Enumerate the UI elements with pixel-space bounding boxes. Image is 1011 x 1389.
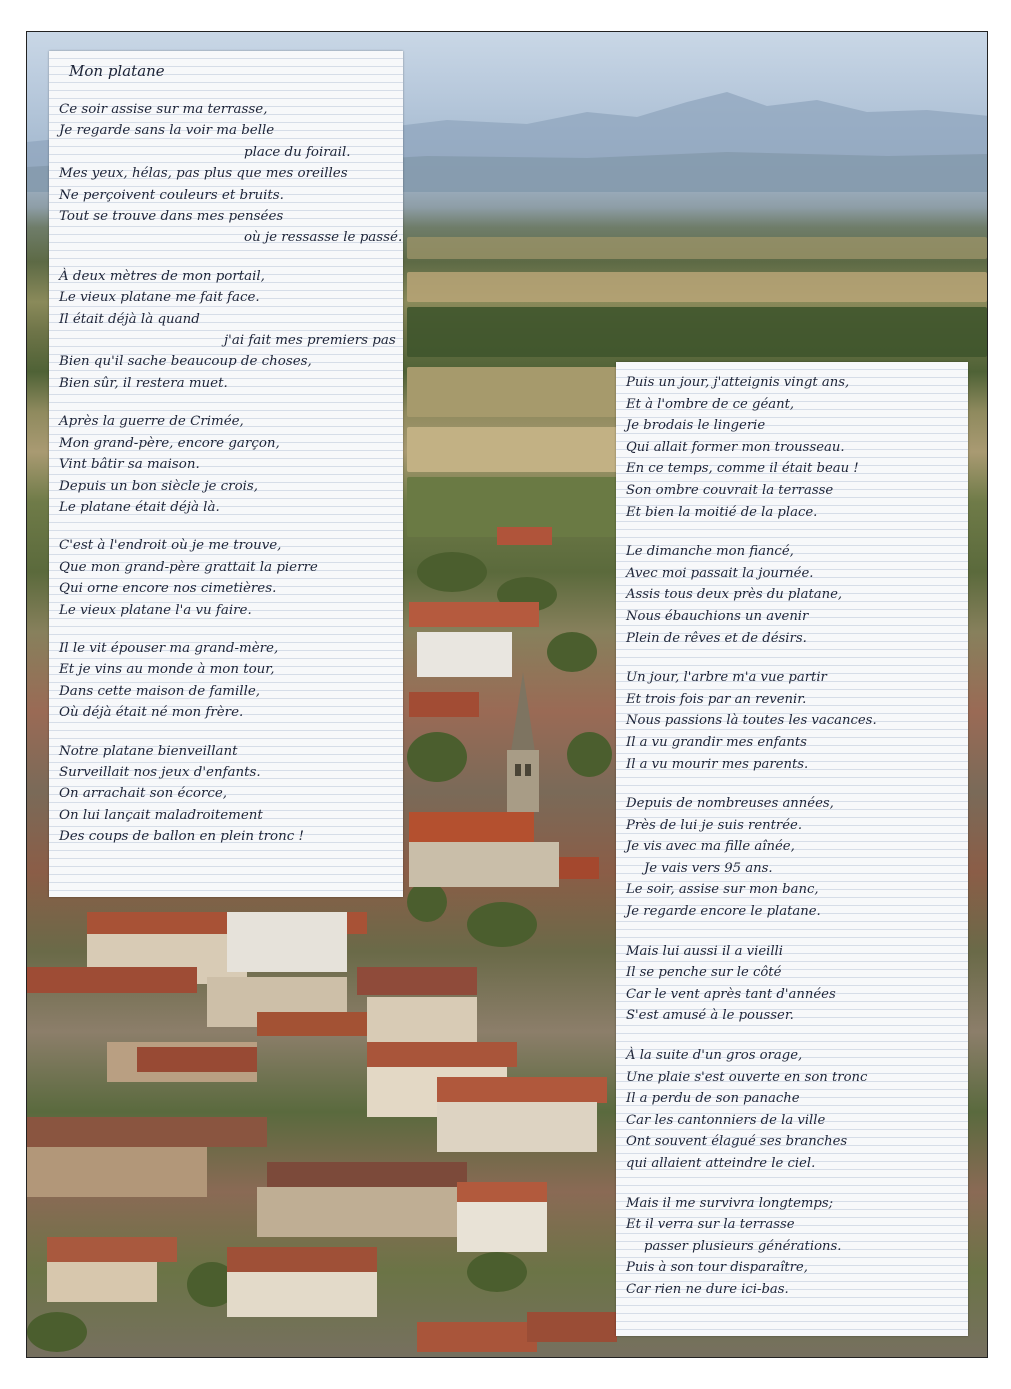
poem-line: Et à l'ombre de ce géant, (626, 396, 795, 412)
roof (497, 527, 552, 545)
tree (417, 552, 487, 592)
poem-line: Puis à son tour disparaître, (626, 1260, 808, 1276)
poem-line: Qui allait former mon trousseau. (626, 439, 845, 455)
roof (457, 1182, 547, 1204)
poem-line: Mon grand-père, encore garçon, (59, 435, 280, 451)
poem-title: Mon platane (69, 62, 165, 80)
roof (267, 1162, 467, 1190)
poem-line: Il a vu mourir mes parents. (626, 756, 809, 772)
poem-line: Après la guerre de Crimée, (59, 414, 244, 430)
field (407, 237, 987, 259)
roof (227, 1247, 377, 1273)
poem-line: Puis un jour, j'atteignis vingt ans, (626, 375, 850, 390)
building (417, 632, 512, 677)
poem-line: Près de lui je suis rentrée. (626, 817, 803, 833)
poem-line: Vint bâtir sa maison. (59, 457, 200, 473)
tree (567, 732, 612, 777)
stanza (626, 941, 960, 1027)
stanza (59, 99, 403, 249)
roof (27, 1117, 267, 1147)
field (407, 272, 987, 302)
poem-line: Qui orne encore nos cimetières. (59, 581, 277, 597)
roof (137, 1047, 257, 1072)
building (47, 1262, 157, 1302)
poem-line: Une plaie s'est ouverte en son tronc (626, 1069, 868, 1085)
poem-line: Que mon grand-père grattait la pierre (59, 559, 318, 575)
stanza (626, 372, 960, 523)
tree (407, 882, 447, 922)
poem-line: Mais lui aussi il a vieilli (626, 943, 783, 959)
building (367, 997, 477, 1047)
stanza (626, 1193, 960, 1301)
poem-line: Son ombre couvrait la terrasse (626, 482, 834, 498)
stanza (626, 1045, 960, 1175)
poem-line: À la suite d'un gros orage, (626, 1048, 803, 1064)
stanza (626, 541, 960, 649)
roof (409, 812, 534, 842)
poem-line: À deux mètres de mon portail, (59, 268, 265, 284)
poem-line: Et je vins au monde à mon tour, (59, 662, 275, 678)
tree (407, 732, 467, 782)
poem-line: Le platane était déjà là. (59, 499, 220, 515)
stanza (59, 741, 395, 848)
poem-line: On lui lançait maladroitement (59, 807, 263, 823)
poem-line: Où déjà était né mon frère. (59, 705, 244, 721)
tree (547, 632, 597, 672)
poem-line: Car rien ne dure ici-bas. (626, 1281, 789, 1297)
stanza (626, 667, 960, 775)
roof (409, 602, 539, 627)
roof (437, 1077, 607, 1103)
poem-line: Le vieux platane l'a vu faire. (59, 602, 252, 618)
poem-line: passer plusieurs générations. (644, 1238, 842, 1254)
field (407, 427, 617, 472)
poem-line: Nous ébauchions un avenir (626, 608, 809, 624)
poem-line: Depuis un bon siècle je crois, (59, 478, 259, 494)
poem-line: Ce soir assise sur ma terrasse, (59, 102, 268, 117)
building (227, 912, 347, 972)
poem-line: En ce temps, comme il était beau ! (626, 461, 859, 477)
poem-line: S'est amusé à le pousser. (626, 1008, 794, 1024)
poem-page-right (616, 362, 968, 1336)
poem-line: Je regarde sans la voir ma belle (59, 123, 275, 139)
poem-page-left (49, 51, 403, 897)
poem-line: Et bien la moitié de la place. (626, 504, 818, 520)
poem-line: Il le vit épouser ma grand-mère, (59, 640, 279, 656)
stanza (59, 638, 395, 724)
poem-line: Nous passions là toutes les vacances. (626, 713, 877, 729)
stanza (59, 535, 395, 621)
poem-line: Avec moi passait la journée. (626, 565, 814, 581)
roof (47, 1237, 177, 1262)
poem-line: Notre platane bienveillant (59, 743, 238, 759)
tree (467, 902, 537, 947)
poem-line: Et il verra sur la terrasse (626, 1217, 795, 1233)
stanza (59, 411, 395, 518)
roof (27, 967, 197, 993)
roof (409, 692, 479, 717)
poem-line: Le vieux platane me fait face. (59, 290, 260, 306)
building (409, 842, 559, 887)
poem-line: Le dimanche mon fiancé, (626, 544, 794, 560)
poem-line: Dans cette maison de famille, (59, 683, 261, 699)
poem-line: Il a perdu de son panache (626, 1091, 800, 1107)
tree (467, 1252, 527, 1292)
poem-line: Ont souvent élagué ses branches (626, 1134, 848, 1150)
poem-line: Le soir, assise sur mon banc, (626, 882, 819, 898)
poem-line: Ne perçoivent couleurs et bruits. (59, 187, 284, 203)
poem-line: Depuis de nombreuses années, (626, 796, 834, 812)
poem-line: Il a vu grandir mes enfants (626, 734, 807, 750)
poem-line: Il se penche sur le côté (626, 965, 782, 981)
poem-line: On arrachait son écorce, (59, 786, 228, 802)
poem-line: Car les cantonniers de la ville (626, 1112, 826, 1128)
poem-line: C'est à l'endroit où je me trouve, (59, 538, 282, 554)
poem-line: Bien sûr, il restera muet. (59, 375, 228, 391)
poem-line: Il était déjà là quand (59, 311, 200, 327)
field (407, 307, 987, 357)
poem-line: Plein de rêves et de désirs. (626, 630, 807, 646)
poem-line: Car le vent après tant d'années (626, 986, 836, 1002)
poem-line: j'ai fait mes premiers pas (224, 333, 396, 349)
roof (527, 1312, 617, 1342)
poem-line: Mais il me survivra longtemps; (626, 1195, 834, 1211)
poem-line: Je regarde encore le platane. (626, 904, 821, 920)
poem-line: Mes yeux, hélas, pas plus que mes oreilles (59, 166, 348, 182)
poem-line: Je vais vers 95 ans. (644, 860, 773, 876)
building (457, 1202, 547, 1252)
poem-line: Je vis avec ma fille aînée, (626, 839, 795, 855)
roof (257, 1012, 367, 1036)
building (437, 1102, 597, 1152)
stanza (59, 266, 395, 394)
poem-line: où je ressasse le passé. (244, 230, 403, 246)
roof (367, 1042, 517, 1067)
tree (27, 1312, 87, 1352)
poem-line: Tout se trouve dans mes pensées (59, 209, 284, 225)
poem-line: Bien qu'il sache beaucoup de choses, (59, 354, 312, 370)
poem-line: place du foirail. (244, 144, 351, 160)
poem-line: Des coups de ballon en plein tronc ! (59, 829, 304, 845)
poem-line: Surveillait nos jeux d'enfants. (59, 764, 261, 780)
poem-line: Je brodais le lingerie (626, 418, 766, 434)
church-steeple (493, 672, 553, 812)
building (27, 1147, 207, 1197)
stanza (626, 793, 960, 923)
building (257, 1187, 467, 1237)
poem-line: Assis tous deux près du platane, (626, 587, 843, 603)
poem-line: Un jour, l'arbre m'a vue partir (626, 670, 827, 686)
poem-line: Et trois fois par an revenir. (626, 691, 807, 707)
poem-line: qui allaient atteindre le ciel. (626, 1156, 816, 1171)
building (227, 1272, 377, 1317)
field (407, 367, 617, 417)
roof (417, 1322, 537, 1352)
roof (357, 967, 477, 995)
